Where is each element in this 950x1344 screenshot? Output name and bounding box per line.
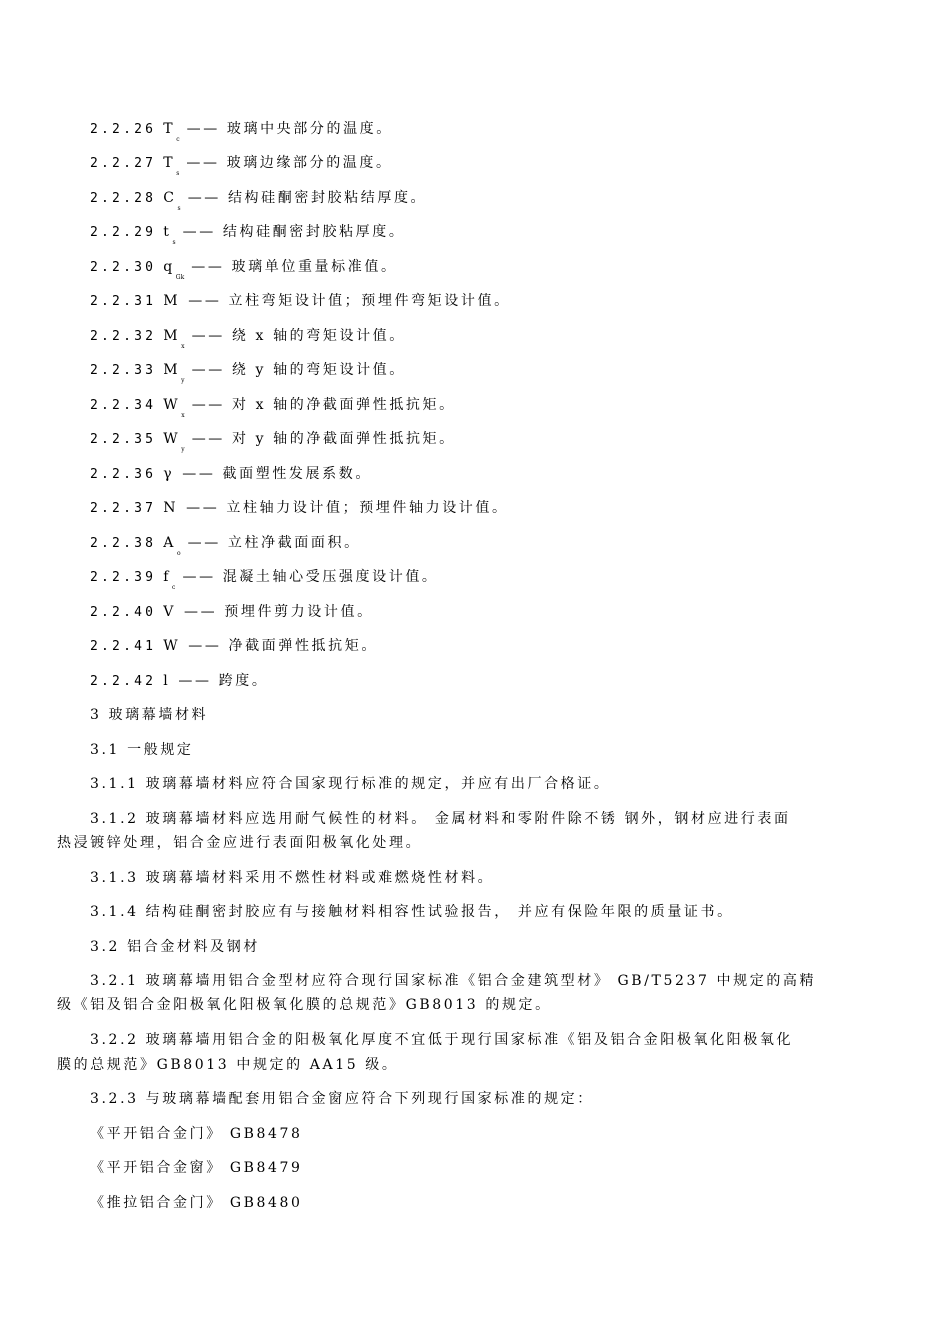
paragraph-line: 3.2.1 玻璃幕墙用铝合金型材应符合现行国家标准《铝合金建筑型材》 GB/T5237 中规定的高精 — [90, 973, 817, 989]
symbol-subscript: x — [181, 343, 185, 350]
symbol-subscript: Gk — [175, 274, 185, 281]
symbol-description: —— 跨度。 — [178, 673, 269, 689]
symbol-subscript: s — [176, 170, 180, 177]
symbol-line — [90, 602, 374, 633]
standard-reference: 《推拉铝合金门》 GB8480 — [90, 1195, 303, 1211]
standard-reference: 《平开铝合金门》 GB8478 — [90, 1126, 303, 1142]
symbol: M — [163, 293, 181, 309]
symbol-line — [90, 119, 393, 150]
clause-number: 2.2.41 — [90, 639, 157, 654]
subsection-heading: 3.2 铝合金材料及钢材 — [90, 939, 260, 955]
clause-number: 2.2.26 — [90, 122, 157, 137]
paragraph: 3.1.4 结构硅酮密封胶应有与接触材料相容性试验报告， 并应有保险年限的质量证书。 — [90, 904, 734, 920]
symbol-subscript: c — [176, 136, 180, 143]
symbol: A — [163, 535, 176, 551]
clause-number: 2.2.35 — [90, 432, 157, 447]
symbol-description: —— 截面塑性发展系数。 — [182, 466, 372, 482]
symbol-description: —— 立柱净截面面积。 — [187, 535, 361, 551]
symbol: q — [163, 259, 175, 275]
symbol-line — [90, 360, 406, 391]
section-heading: 3 玻璃幕墙材料 — [90, 707, 209, 723]
symbol: l — [163, 673, 171, 689]
symbol-subscript: y — [181, 377, 185, 384]
paragraph-line: 级《铝及铝合金阳极氧化阳极氧化膜的总规范》GB8013 的规定。 — [57, 997, 552, 1013]
symbol-description: —— 预埋件剪力设计值。 — [184, 604, 374, 620]
symbol: T — [163, 155, 176, 171]
paragraph-line: 3.1.2 玻璃幕墙材料应选用耐气候性的材料。 金属材料和零附件除不锈 钢外，钢材应进行表面 — [90, 811, 791, 827]
symbol-description: —— 玻璃边缘部分的温度。 — [186, 155, 393, 171]
symbol-line — [90, 291, 511, 322]
symbol-description: —— 绕 x 轴的弯矩设计值。 — [191, 328, 406, 344]
symbol-subscript: s — [172, 239, 176, 246]
symbol-line — [90, 464, 372, 495]
clause-number: 2.2.40 — [90, 605, 157, 620]
paragraph: 3.1.3 玻璃幕墙材料采用不燃性材料或难燃烧性材料。 — [90, 870, 495, 886]
symbol-line — [90, 636, 378, 667]
symbol: T — [163, 121, 176, 137]
symbol-subscript: c — [172, 584, 176, 591]
clause-number: 2.2.38 — [90, 536, 157, 551]
symbol: f — [163, 569, 172, 585]
symbol-line — [90, 567, 439, 598]
symbol-description: —— 玻璃单位重量标准值。 — [191, 259, 398, 275]
symbol-line — [90, 533, 361, 564]
subsection-heading: 3.1 一般规定 — [90, 742, 194, 758]
symbol-line — [90, 429, 456, 460]
symbol: M — [163, 328, 181, 344]
clause-number: 2.2.42 — [90, 674, 157, 689]
symbol-description: —— 立柱弯矩设计值；预埋件弯矩设计值。 — [188, 293, 511, 309]
symbol-description: —— 结构硅酮密封胶粘厚度。 — [182, 224, 406, 240]
symbol-description: —— 玻璃中央部分的温度。 — [186, 121, 393, 137]
clause-number: 2.2.36 — [90, 467, 157, 482]
symbol-line — [90, 188, 427, 219]
symbol-line — [90, 153, 393, 184]
symbol-subscript: x — [181, 412, 185, 419]
symbol-subscript: s — [177, 205, 181, 212]
clause-number: 2.2.33 — [90, 363, 157, 378]
symbol: t — [163, 224, 172, 240]
clause-number: 2.2.34 — [90, 398, 157, 413]
paragraph: 3.1.1 玻璃幕墙材料应符合国家现行标准的规定，并应有出厂合格证。 — [90, 776, 611, 792]
symbol-description: —— 净截面弹性抵抗矩。 — [188, 638, 378, 654]
symbol-description: —— 结构硅酮密封胶粘结厚度。 — [187, 190, 428, 206]
symbol: γ — [163, 466, 175, 482]
symbol-line — [90, 326, 406, 357]
clause-number: 2.2.28 — [90, 191, 157, 206]
symbol-line — [90, 498, 509, 529]
symbol: W — [163, 638, 181, 654]
paragraph-line: 热浸镀锌处理，铝合金应进行表面阳极氧化处理。 — [57, 835, 423, 851]
standard-reference: 《平开铝合金窗》 GB8479 — [90, 1160, 303, 1176]
clause-number: 2.2.32 — [90, 329, 157, 344]
symbol-description: —— 对 y 轴的净截面弹性抵抗矩。 — [191, 431, 456, 447]
symbol-description: —— 对 x 轴的净截面弹性抵抗矩。 — [191, 397, 456, 413]
clause-number: 2.2.30 — [90, 260, 157, 275]
paragraph-line: 3.2.2 玻璃幕墙用铝合金的阳极氧化厚度不宜低于现行国家标准《铝及铝合金阳极氧化阳极氧化 — [90, 1032, 794, 1048]
symbol-line — [90, 222, 405, 253]
symbol-description: —— 混凝土轴心受压强度设计值。 — [182, 569, 439, 585]
symbol: W — [163, 397, 181, 413]
symbol-line — [90, 257, 398, 288]
clause-number: 2.2.29 — [90, 225, 157, 240]
symbol: V — [163, 604, 176, 620]
symbol: N — [163, 500, 179, 516]
paragraph-line: 膜的总规范》GB8013 中规定的 AA15 级。 — [57, 1057, 399, 1073]
symbol: M — [163, 362, 181, 378]
symbol-line — [90, 671, 268, 702]
paragraph: 3.2.3 与玻璃幕墙配套用铝合金窗应符合下列现行国家标准的规定： — [90, 1091, 594, 1107]
symbol-description: —— 立柱轴力设计值；预埋件轴力设计值。 — [186, 500, 509, 516]
clause-number: 2.2.31 — [90, 294, 157, 309]
clause-number: 2.2.27 — [90, 156, 157, 171]
symbol-description: —— 绕 y 轴的弯矩设计值。 — [191, 362, 406, 378]
symbol: C — [163, 190, 177, 206]
symbol-subscript: y — [181, 446, 185, 453]
clause-number: 2.2.37 — [90, 501, 157, 516]
clause-number: 2.2.39 — [90, 570, 157, 585]
symbol-subscript: o — [176, 550, 181, 557]
symbol-line — [90, 395, 456, 426]
symbol: W — [163, 431, 181, 447]
